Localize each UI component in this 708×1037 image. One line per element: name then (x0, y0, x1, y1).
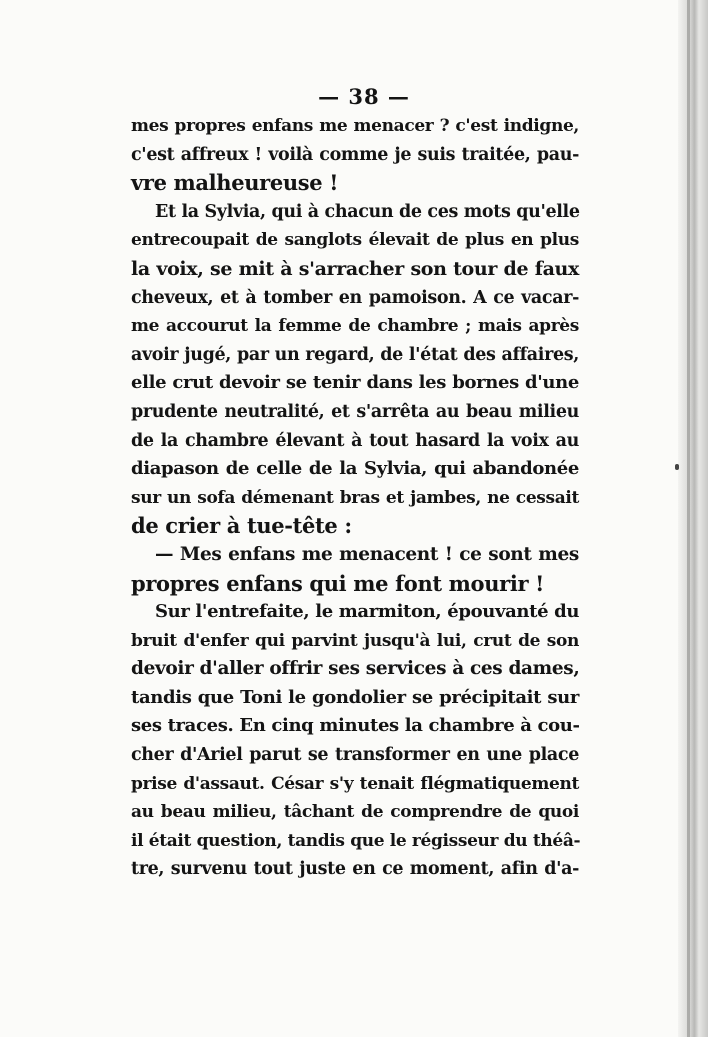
text-line: me accourut la femme de chambre ; mais après (131, 316, 579, 337)
body-text (131, 112, 579, 884)
page-edge-shadow (678, 0, 708, 1037)
text-line: de crier à tue-tête : (131, 513, 352, 539)
text-line: elle crut devoir se tenir dans les bornes d'une (131, 372, 579, 394)
text-line: la voix, se mit à s'arracher son tour de faux (131, 257, 579, 280)
text-line: tandis que Toni le gondolier se précipitait sur (131, 686, 579, 708)
text-line: ses traces. En cinq minutes la chambre à cou- (131, 715, 580, 737)
text-line: bruit d'enfer qui parvint jusqu'à lui, crut de son (131, 630, 579, 651)
text-line: il était question, tandis que le régisseur du théâ- (131, 830, 581, 851)
text-line: tre, survenu tout juste en ce moment, afin d'a- (131, 859, 579, 880)
text-line: cheveux, et à tomber en pamoison. A ce vacar- (131, 287, 579, 308)
text-line: — Mes enfans me menacent ! ce sont mes (155, 543, 579, 565)
page-number: — 38 — (318, 84, 410, 109)
text-line: cher d'Ariel parut se transformer en une place (131, 745, 579, 766)
ink-speck (675, 464, 679, 470)
text-line: de la chambre élevant à tout hasard la voix au (131, 430, 579, 451)
text-line: au beau milieu, tâchant de comprendre de quoi (131, 802, 579, 823)
text-line: avoir jugé, par un regard, de l'état des affaires, (131, 344, 579, 365)
text-line: c'est affreux ! voilà comme je suis traitée, pau- (131, 144, 579, 165)
text-line: diapason de celle de la Sylvia, qui abandonée (131, 458, 579, 480)
text-line: prise d'assaut. César s'y tenait flégmatiquement (131, 773, 579, 794)
text-line: devoir d'aller offrir ses services à ces dames, (131, 658, 580, 680)
text-line: Sur l'entrefaite, le marmiton, épouvanté du (155, 601, 580, 623)
text-line: propres enfans qui me font mourir ! (131, 570, 545, 596)
text-line: sur un sofa démenant bras et jambes, ne cessait (131, 487, 579, 508)
text-line: entrecoupait de sanglots élevait de plus en plus (131, 230, 579, 251)
page-edge-line (687, 0, 690, 1037)
text-line: prudente neutralité, et s'arrêta au beau milieu (131, 401, 579, 422)
text-line: vre malheureuse ! (131, 170, 339, 196)
text-line: mes propres enfans me menacer ? c'est indigne, (131, 116, 579, 136)
text-line: Et la Sylvia, qui à chacun de ces mots qu'elle (155, 201, 580, 222)
